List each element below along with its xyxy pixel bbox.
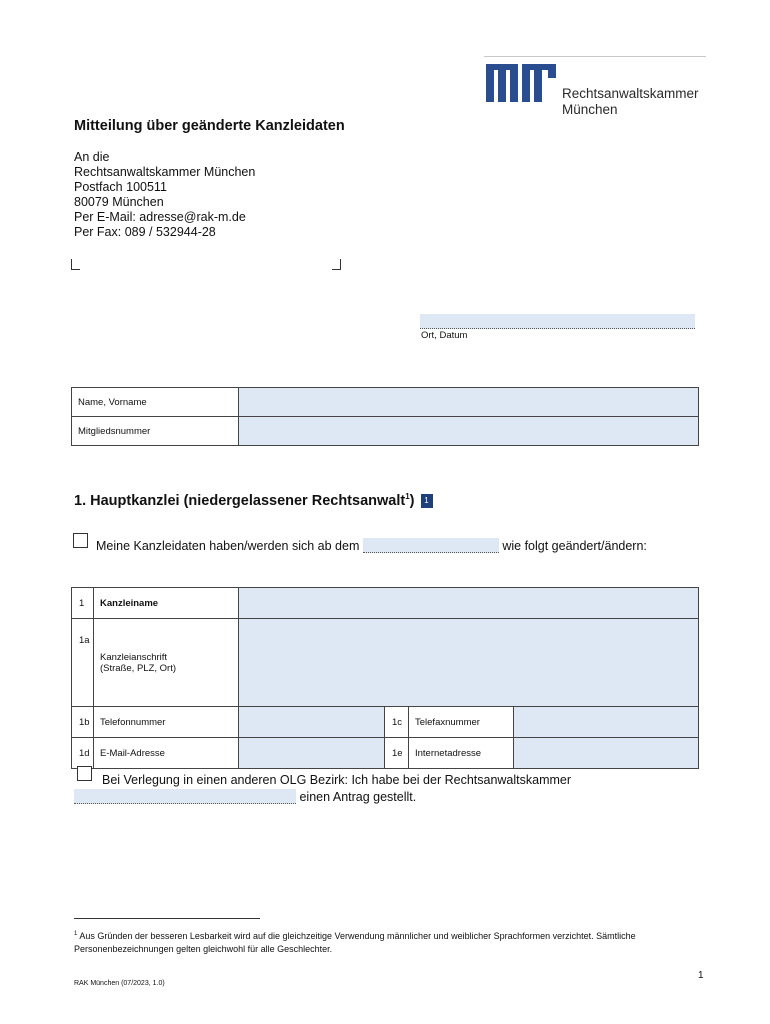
fax-label: Telefaxnummer	[409, 707, 514, 738]
change-text-before: Meine Kanzleidaten haben/werden sich ab dem	[96, 539, 360, 553]
row-number: 1c	[385, 707, 409, 738]
phone-label: Telefonnummer	[94, 707, 239, 738]
table-row	[72, 588, 699, 619]
footnote-text: Aus Gründen der besseren Lesbarkeit wird auf die gleichzeitige Verwendung männlicher und weiblicher Sprachformen verzichtet. Sämtliche Personenbezeichnungen gelten gleichwohl für alle Geschlechter.	[74, 931, 636, 954]
personal-data-table	[71, 387, 699, 446]
address-window-corner-right	[332, 259, 341, 270]
section-badge: 1	[421, 494, 433, 508]
recipient-address	[74, 150, 255, 240]
address-line: Per E-Mail: adresse@rak-m.de	[74, 210, 246, 224]
section-1-heading-text: 1. Hauptkanzlei (niedergelassener Rechtsanwalt	[74, 492, 406, 509]
relocation-text-after: einen Antrag gestellt.	[299, 790, 417, 804]
footnote	[74, 928, 714, 956]
office-name-field[interactable]	[239, 588, 699, 619]
section-1-heading-close: )	[409, 492, 415, 509]
website-label: Internetadresse	[409, 738, 514, 769]
row-number: 1b	[72, 707, 94, 738]
section-1-heading	[74, 492, 433, 509]
logo-text-line2: München	[562, 102, 618, 117]
document-title: Mitteilung über geänderte Kanzleidaten	[74, 118, 345, 134]
email-label: E-Mail-Adresse	[94, 738, 239, 769]
row-number: 1d	[72, 738, 94, 769]
change-date-field[interactable]	[363, 538, 499, 553]
member-number-label: Mitgliedsnummer	[72, 417, 239, 446]
row-number: 1	[72, 588, 94, 619]
logo-wordmark	[562, 86, 699, 118]
change-statement	[96, 538, 647, 553]
document-version-footer: RAK München (07/2023, 1.0)	[74, 980, 165, 987]
address-line: Postfach 100511	[74, 180, 167, 194]
chamber-logo-mark	[486, 60, 560, 104]
page-number: 1	[698, 970, 704, 981]
footnote-divider	[74, 918, 260, 919]
office-address-label-line1: Kanzleianschrift	[100, 651, 168, 663]
office-data-table	[71, 587, 699, 769]
fax-field[interactable]	[514, 707, 699, 738]
table-row	[72, 707, 699, 738]
office-name-label: Kanzleiname	[94, 588, 239, 619]
place-date-field[interactable]	[420, 314, 695, 329]
phone-field[interactable]	[239, 707, 385, 738]
table-row	[72, 619, 699, 707]
name-label: Name, Vorname	[72, 388, 239, 417]
footnote-reference: 1	[405, 492, 410, 501]
chamber-logo	[484, 56, 706, 118]
relocation-statement-line2	[74, 789, 416, 804]
relocation-checkbox[interactable]	[77, 766, 92, 781]
change-checkbox[interactable]	[73, 533, 88, 548]
address-line: 80079 München	[74, 195, 164, 209]
logo-divider	[484, 56, 706, 57]
name-field[interactable]	[239, 388, 699, 417]
address-line: Per Fax: 089 / 532944-28	[74, 225, 216, 239]
relocation-statement-line1: Bei Verlegung in einen anderen OLG Bezirk: Ich habe bei der Rechtsanwaltskammer	[102, 773, 572, 787]
footnote-marker: 1	[74, 931, 78, 937]
logo-text-line1: Rechtsanwaltskammer	[562, 86, 699, 101]
chamber-name-field[interactable]	[74, 789, 296, 804]
office-address-label	[94, 619, 239, 707]
table-row	[72, 738, 699, 769]
change-text-after: wie folgt geändert/ändern:	[502, 539, 647, 553]
website-field[interactable]	[514, 738, 699, 769]
row-number: 1a	[72, 619, 94, 707]
address-line: An die	[74, 150, 110, 164]
member-number-field[interactable]	[239, 417, 699, 446]
email-field[interactable]	[239, 738, 385, 769]
place-date-label: Ort, Datum	[421, 330, 468, 341]
address-window-corner-left	[71, 259, 80, 270]
table-row	[72, 388, 699, 417]
office-address-label-line2: (Straße, PLZ, Ort)	[100, 662, 177, 674]
address-line: Rechtsanwaltskammer München	[74, 165, 256, 179]
table-row	[72, 417, 699, 446]
row-number: 1e	[385, 738, 409, 769]
office-address-field[interactable]	[239, 619, 699, 707]
